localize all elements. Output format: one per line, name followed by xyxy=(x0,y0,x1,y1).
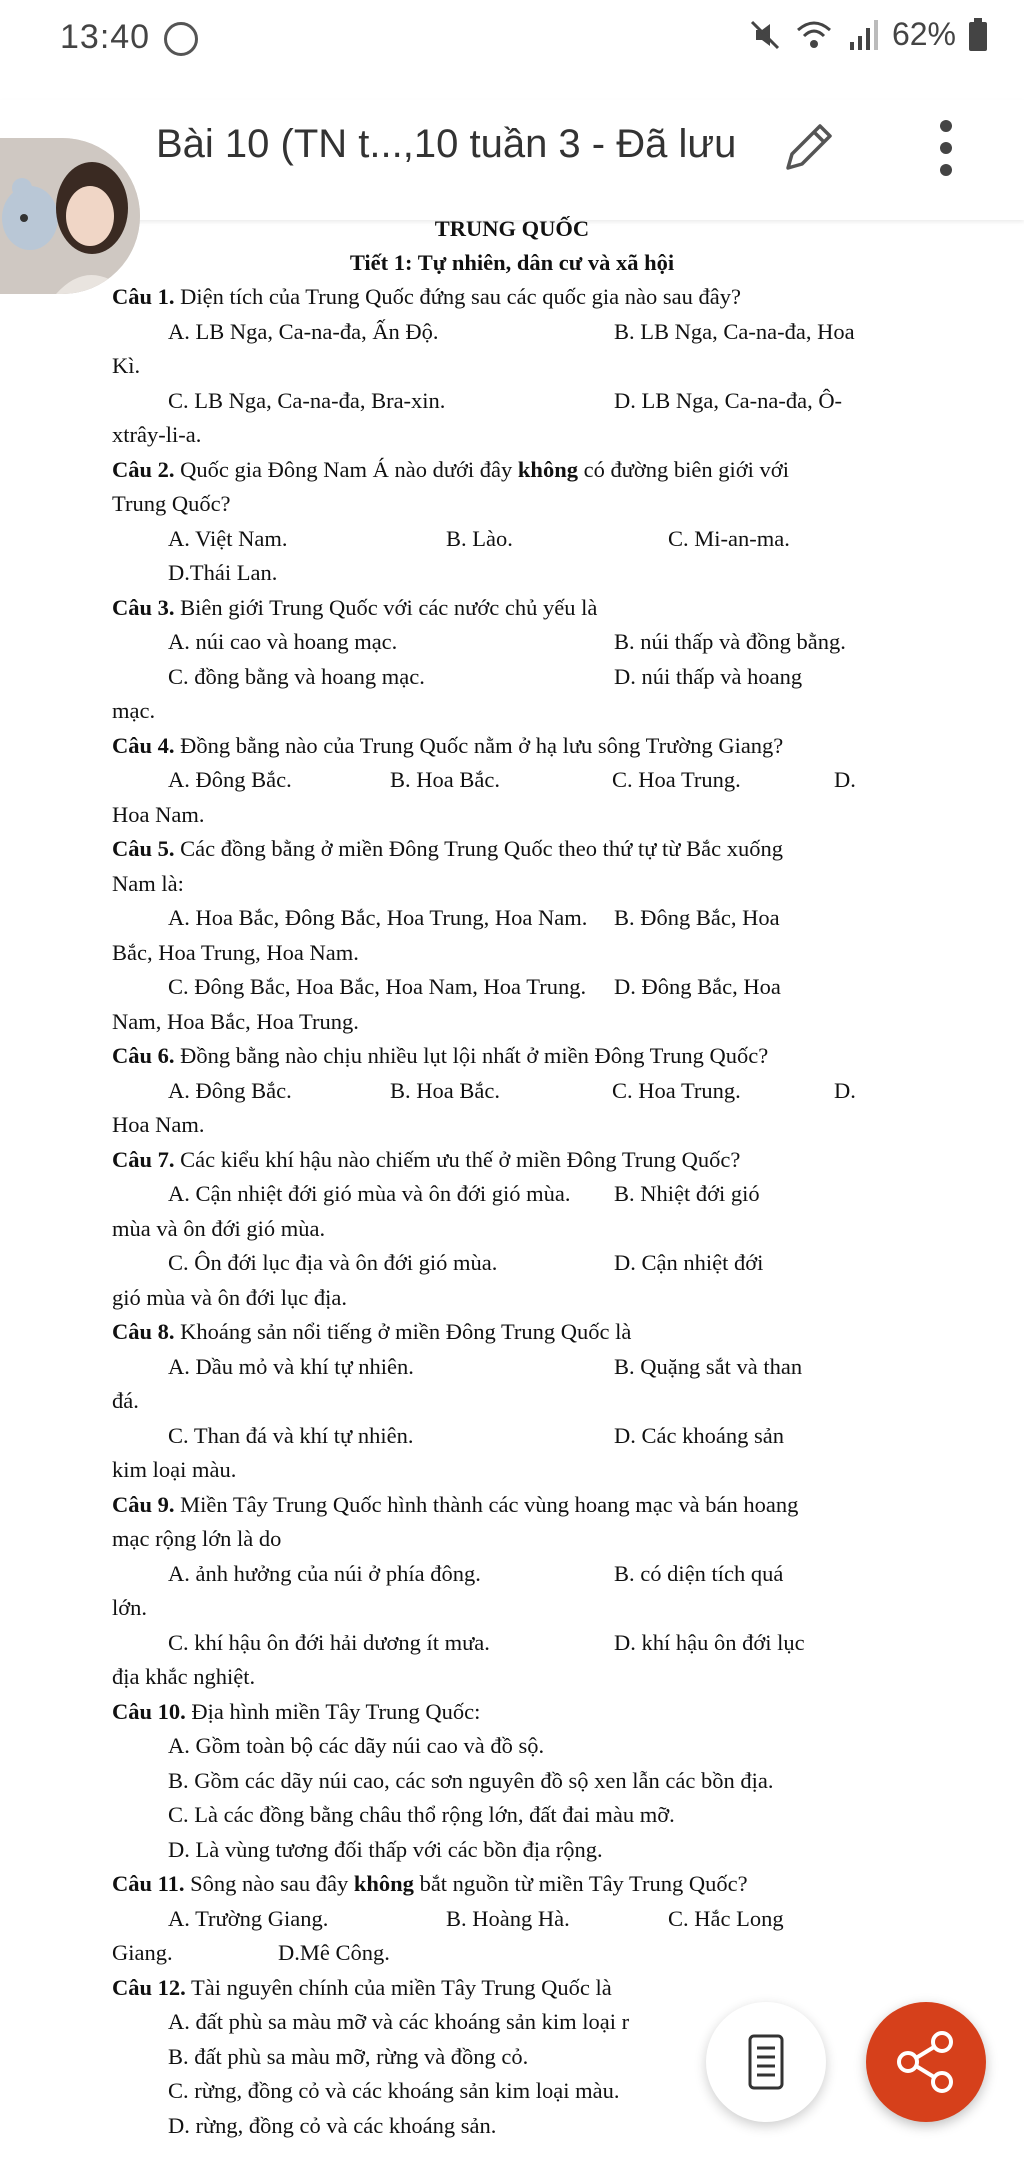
question-text: Khoáng sản nổi tiếng ở miền Đông Trung Quốc là xyxy=(174,1319,632,1344)
question-line xyxy=(112,1143,912,1178)
answer-option: D. khí hậu ôn đới lục xyxy=(614,1629,805,1655)
answer-option: D. Là vùng tương đối thấp với các bồn địa rộng. xyxy=(168,1836,603,1862)
question-line xyxy=(112,1867,912,1902)
option-line xyxy=(112,625,912,660)
question-text: Các kiểu khí hậu nào chiếm ưu thế ở miền Đông Trung Quốc? xyxy=(174,1146,741,1172)
answer-option: C. Hoa Trung. xyxy=(612,1077,741,1103)
continuation-text: lớn. xyxy=(112,1595,148,1620)
answer-option: C. Là các đồng bằng châu thổ rộng lớn, đất đai màu mỡ. xyxy=(168,1802,675,1827)
continuation-line xyxy=(112,1522,912,1557)
battery-icon xyxy=(968,18,988,52)
answer-option: C. Đông Bắc, Hoa Bắc, Hoa Nam, Hoa Trung. xyxy=(168,974,587,999)
answer-option: B. Gồm các dãy núi cao, các sơn nguyên đồ sộ xen lẫn các bồn địa. xyxy=(168,1767,774,1793)
answer-option: A. núi cao và hoang mạc. xyxy=(168,629,398,654)
answer-option: A. Gồm toàn bộ các dãy núi cao và đồ sộ. xyxy=(168,1733,545,1758)
continuation-line xyxy=(112,1005,912,1040)
question-number: Câu 9. xyxy=(112,1491,175,1517)
answer-option: C. Hắc Long xyxy=(668,1905,784,1931)
answer-option: B. Hoa Bắc. xyxy=(390,767,500,792)
continuation-text: Hoa Nam. xyxy=(112,801,205,827)
continuation-text: mạc rộng lớn là do xyxy=(112,1526,282,1551)
question-number: Câu 12. xyxy=(112,1974,186,2000)
question-number: Câu 5. xyxy=(112,836,175,861)
option-line xyxy=(112,1798,912,1833)
answer-option: C. Ôn đới lục địa và ôn đới gió mùa. xyxy=(168,1250,498,1275)
question-line xyxy=(112,591,912,626)
question-number: Câu 1. xyxy=(112,284,175,309)
signal-icon xyxy=(846,18,880,52)
answer-option: A. Hoa Bắc, Đông Bắc, Hoa Trung, Hoa Nam. xyxy=(168,905,588,930)
answer-option: A. LB Nga, Ca-na-đa, Ấn Độ. xyxy=(168,318,439,344)
continuation-line xyxy=(112,1453,912,1488)
question-number: Câu 7. xyxy=(112,1146,175,1172)
answer-option: A. Đông Bắc. xyxy=(168,767,292,792)
continuation-line xyxy=(112,867,912,902)
question-emphasis: không xyxy=(353,1871,414,1896)
option-line xyxy=(112,763,912,798)
share-button[interactable] xyxy=(866,2002,986,2122)
continuation-text: Hoa Nam. xyxy=(112,1112,205,1137)
status-time: 13:40 xyxy=(60,18,151,56)
question-number: Câu 6. xyxy=(112,1043,175,1068)
answer-option: A. Đông Bắc. xyxy=(168,1077,292,1103)
share-icon xyxy=(866,2002,986,2122)
heading-country: TRUNG QUỐC xyxy=(434,216,590,241)
answer-option: D.Mê Công. xyxy=(278,1940,390,1965)
answer-option: D. Đông Bắc, Hoa xyxy=(614,974,781,999)
question-emphasis: không xyxy=(517,456,578,482)
question-number: Câu 3. xyxy=(112,594,175,620)
continuation-text: địa khắc nghiệt. xyxy=(112,1664,256,1689)
option-line xyxy=(112,522,912,557)
continuation-text: Nam là: xyxy=(112,870,184,896)
answer-option: A. đất phù sa màu mỡ và các khoáng sản kim loại r xyxy=(168,2009,630,2034)
option-line xyxy=(112,315,912,350)
document-icon xyxy=(706,2002,826,2122)
continuation-line xyxy=(112,1591,912,1626)
continuation-text: kim loại màu. xyxy=(112,1457,237,1482)
continuation-line xyxy=(112,349,912,384)
question-line xyxy=(112,1695,912,1730)
continuation-line xyxy=(112,418,912,453)
option-line xyxy=(112,660,912,695)
answer-option: B. đất phù sa màu mỡ, rừng và đồng cỏ. xyxy=(168,2043,529,2069)
option-line xyxy=(112,1729,912,1764)
option-line xyxy=(112,384,912,419)
continuation-line xyxy=(112,487,912,522)
battery-percent: 62% xyxy=(891,16,956,52)
continuation-text: Nam, Hoa Bắc, Hoa Trung. xyxy=(112,1008,359,1034)
answer-option: C. khí hậu ôn đới hải dương ít mưa. xyxy=(168,1629,490,1655)
continuation-line xyxy=(112,1384,912,1419)
option-line xyxy=(112,901,912,936)
question-text: Địa hình miền Tây Trung Quốc: xyxy=(185,1698,481,1724)
question-line xyxy=(112,1315,912,1350)
option-line xyxy=(112,1246,912,1281)
answer-option: C. LB Nga, Ca-na-đa, Bra-xin. xyxy=(168,387,446,413)
question-text: Các đồng bằng ở miền Đông Trung Quốc theo thứ tự từ Bắc xuống xyxy=(174,836,783,861)
continuation-line xyxy=(112,1660,912,1695)
option-line xyxy=(112,970,912,1005)
question-text: Sông nào sau đây xyxy=(184,1871,354,1896)
question-text: Đồng bằng nào của Trung Quốc nằm ở hạ lưu sông Trường Giang? xyxy=(174,732,784,758)
document-title[interactable]: Bài 10 (TN t...,10 tuần 3 - Đã lưu xyxy=(156,122,737,166)
answer-option: D. núi thấp và hoang xyxy=(614,663,803,689)
question-line xyxy=(112,729,912,764)
question-text: Tài nguyên chính của miền Tây Trung Quốc là xyxy=(185,1974,612,2000)
continuation-text: Trung Quốc? xyxy=(112,491,231,516)
wifi-icon xyxy=(794,18,834,52)
question-number: Câu 10. xyxy=(112,1698,186,1724)
question-line xyxy=(112,1971,912,2006)
continuation-line xyxy=(112,694,912,729)
continuation-line xyxy=(112,1108,912,1143)
continuation-text: xtrây-li-a. xyxy=(112,422,202,447)
question-text-rest: có đường biên giới với xyxy=(577,456,789,482)
edit-button[interactable] xyxy=(776,116,840,180)
more-options-button[interactable] xyxy=(926,116,966,180)
answer-option: A. Việt Nam. xyxy=(168,525,288,551)
answer-option: B. LB Nga, Ca-na-đa, Hoa xyxy=(614,318,855,344)
app-bar xyxy=(0,100,1024,220)
continuation-line xyxy=(112,1936,912,1971)
option-line xyxy=(112,1074,912,1109)
continuation-text: Giang. xyxy=(112,1940,173,1965)
answer-option: B. Hoàng Hà. xyxy=(446,1905,570,1931)
answer-option: B. Quặng sắt và than xyxy=(614,1353,803,1379)
option-line xyxy=(112,1177,912,1212)
answer-option: D. xyxy=(834,1077,856,1103)
status-bar xyxy=(0,0,1024,80)
question-list xyxy=(112,280,912,2143)
continuation-line xyxy=(112,1212,912,1247)
messenger-icon xyxy=(164,22,198,56)
question-text: Miền Tây Trung Quốc hình thành các vùng hoang mạc và bán hoang xyxy=(174,1491,799,1517)
answer-option: A. Cận nhiệt đới gió mùa và ôn đới gió mùa. xyxy=(168,1181,571,1206)
answer-option: D. Cận nhiệt đới xyxy=(614,1250,764,1275)
answer-option: D. xyxy=(834,767,856,792)
pencil-icon xyxy=(776,116,840,180)
question-text: Diện tích của Trung Quốc đứng sau các quốc gia nào sau đây? xyxy=(174,284,741,309)
question-number: Câu 4. xyxy=(112,732,175,758)
document-view-button[interactable] xyxy=(706,2002,826,2122)
document-page[interactable] xyxy=(112,212,912,2143)
question-text: Đồng bằng nào chịu nhiều lụt lội nhất ở miền Đông Trung Quốc? xyxy=(174,1043,769,1068)
option-line xyxy=(112,1350,912,1385)
continuation-text: mùa và ôn đới gió mùa. xyxy=(112,1215,326,1241)
continuation-text: mạc. xyxy=(112,698,156,723)
option-line xyxy=(112,1764,912,1799)
answer-option: D.Thái Lan. xyxy=(168,560,278,585)
option-line xyxy=(112,556,912,591)
answer-option: A. Trường Giang. xyxy=(168,1905,329,1931)
question-line xyxy=(112,280,912,315)
answer-option: B. núi thấp và đồng bằng. xyxy=(614,629,846,654)
answer-option: A. Dầu mỏ và khí tự nhiên. xyxy=(168,1353,414,1379)
heading-lesson: Tiết 1: Tự nhiên, dân cư và xã hội xyxy=(349,250,675,275)
answer-option: D. LB Nga, Ca-na-đa, Ô- xyxy=(614,387,843,413)
question-line xyxy=(112,1488,912,1523)
question-number: Câu 2. xyxy=(112,456,175,482)
answer-option: C. Than đá và khí tự nhiên. xyxy=(168,1422,414,1448)
option-line xyxy=(112,1419,912,1454)
answer-option: D. Các khoáng sản xyxy=(614,1422,784,1448)
question-text: Biên giới Trung Quốc với các nước chủ yếu là xyxy=(174,594,598,620)
answer-option: B. Lào. xyxy=(446,525,513,551)
answer-option: C. Hoa Trung. xyxy=(612,767,741,792)
answer-option: B. Nhiệt đới gió xyxy=(614,1181,760,1206)
continuation-text: gió mùa và ôn đới lục địa. xyxy=(112,1284,347,1310)
question-number: Câu 11. xyxy=(112,1871,185,1896)
continuation-text: Kì. xyxy=(112,353,141,378)
status-icons xyxy=(748,16,988,53)
question-line xyxy=(112,832,912,867)
answer-option: C. rừng, đồng cỏ và các khoáng sản kim loại màu. xyxy=(168,2078,620,2103)
option-line xyxy=(112,1833,912,1868)
continuation-line xyxy=(112,936,912,971)
answer-option: D. rừng, đồng cỏ và các khoáng sản. xyxy=(168,2112,497,2138)
continuation-text: Bắc, Hoa Trung, Hoa Nam. xyxy=(112,939,359,965)
option-line xyxy=(112,1626,912,1661)
answer-option: B. Hoa Bắc. xyxy=(390,1077,500,1103)
more-vert-icon xyxy=(926,116,966,180)
continuation-line xyxy=(112,798,912,833)
answer-option: C. Mi-an-ma. xyxy=(668,525,790,551)
answer-option: A. ảnh hưởng của núi ở phía đông. xyxy=(168,1560,481,1586)
option-line xyxy=(112,1557,912,1592)
answer-option: B. Đông Bắc, Hoa xyxy=(614,905,780,930)
question-text: Quốc gia Đông Nam Á nào dưới đây xyxy=(174,456,518,482)
question-text-rest: bắt nguồn từ miền Tây Trung Quốc? xyxy=(413,1871,748,1896)
question-line xyxy=(112,453,912,488)
question-number: Câu 8. xyxy=(112,1319,175,1344)
answer-option: B. có diện tích quá xyxy=(614,1560,784,1586)
continuation-line xyxy=(112,1281,912,1316)
continuation-text: đá. xyxy=(112,1388,139,1413)
mute-icon xyxy=(748,18,782,52)
question-line xyxy=(112,1039,912,1074)
option-line xyxy=(112,1902,912,1937)
answer-option: C. đồng bằng và hoang mạc. xyxy=(168,663,425,689)
